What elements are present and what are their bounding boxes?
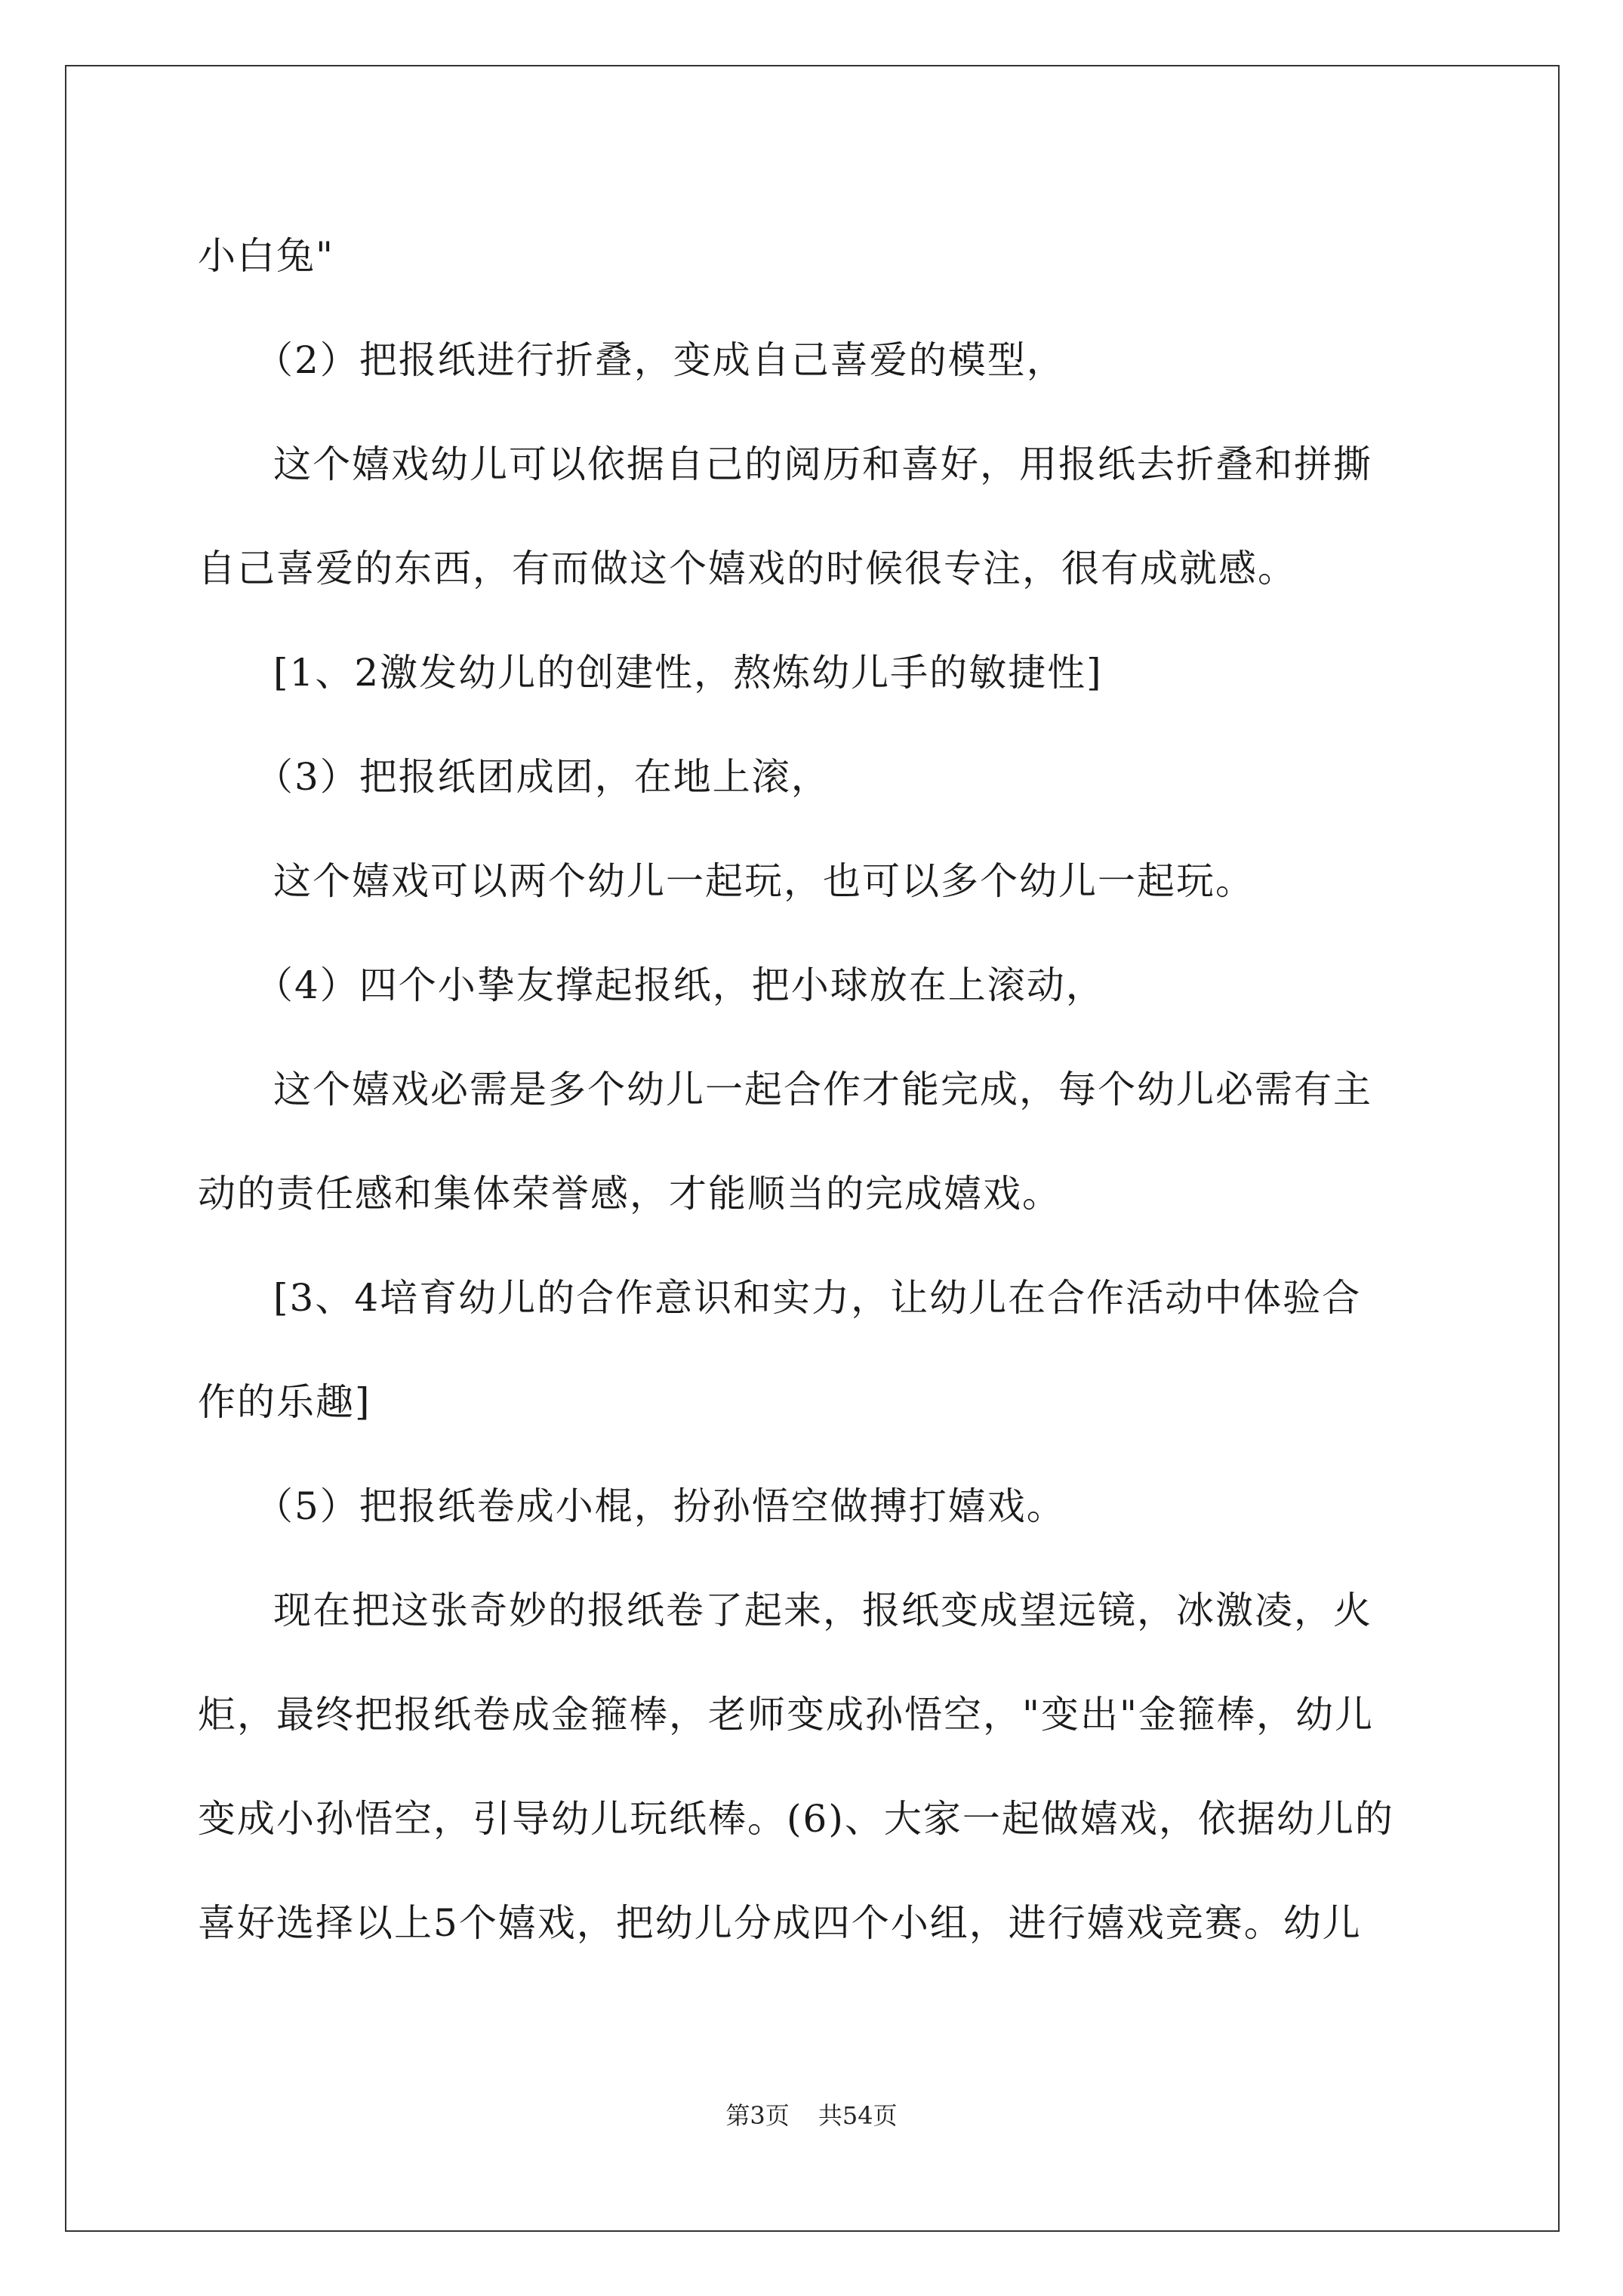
page-footer: [0, 2100, 1623, 2131]
text-line-3: 这个嬉戏幼儿可以依据自己的阅历和喜好，用报纸去折叠和拼撕: [273, 442, 1372, 486]
text-line-9: 这个嬉戏必需是多个幼儿一起合作才能完成，每个幼儿必需有主: [273, 1068, 1372, 1111]
text-line-17: 喜好选择以上5个嬉戏，把幼儿分成四个小组，进行嬉戏竞赛。幼儿: [198, 1901, 1362, 1945]
text-line-8: （4）四个小挚友撑起报纸，把小球放在上滚动，: [255, 963, 1105, 1007]
text-line-12: 作的乐趣]: [198, 1380, 371, 1424]
text-line-2: （2）把报纸进行折叠，变成自己喜爱的模型，: [255, 338, 1066, 382]
text-line-15: 炬，最终把报纸卷成金箍棒，老师变成孙悟空，"变出"金箍棒，幼儿: [198, 1693, 1374, 1737]
text-line-6: （3）把报纸团成团，在地上滚，: [255, 755, 830, 799]
text-line-4: 自己喜爱的东西，有而做这个嬉戏的时候很专注，很有成就感。: [198, 547, 1297, 590]
text-line-7: 这个嬉戏可以两个幼儿一起玩，也可以多个幼儿一起玩。: [273, 859, 1255, 903]
page-number: 第3页: [725, 2101, 790, 2130]
text-line-14: 现在把这张奇妙的报纸卷了起来，报纸变成望远镜，冰激凌，火: [273, 1589, 1372, 1632]
text-line-11: [3、4培育幼儿的合作意识和实力，让幼儿在合作活动中体验合: [273, 1276, 1362, 1320]
text-line-16: 变成小孙悟空，引导幼儿玩纸棒。(6)、大家一起做嬉戏，依据幼儿的: [198, 1797, 1394, 1841]
text-line-5: [1、2激发幼儿的创建性，熬炼幼儿手的敏捷性]: [273, 651, 1103, 695]
text-line-10: 动的责任感和集体荣誉感，才能顺当的完成嬉戏。: [198, 1172, 1061, 1216]
document-body: [198, 204, 1428, 1975]
page-total: 共54页: [818, 2101, 898, 2130]
text-line-1: 小白兔": [198, 234, 334, 278]
text-line-13: （5）把报纸卷成小棍，扮孙悟空做搏打嬉戏。: [255, 1484, 1066, 1528]
